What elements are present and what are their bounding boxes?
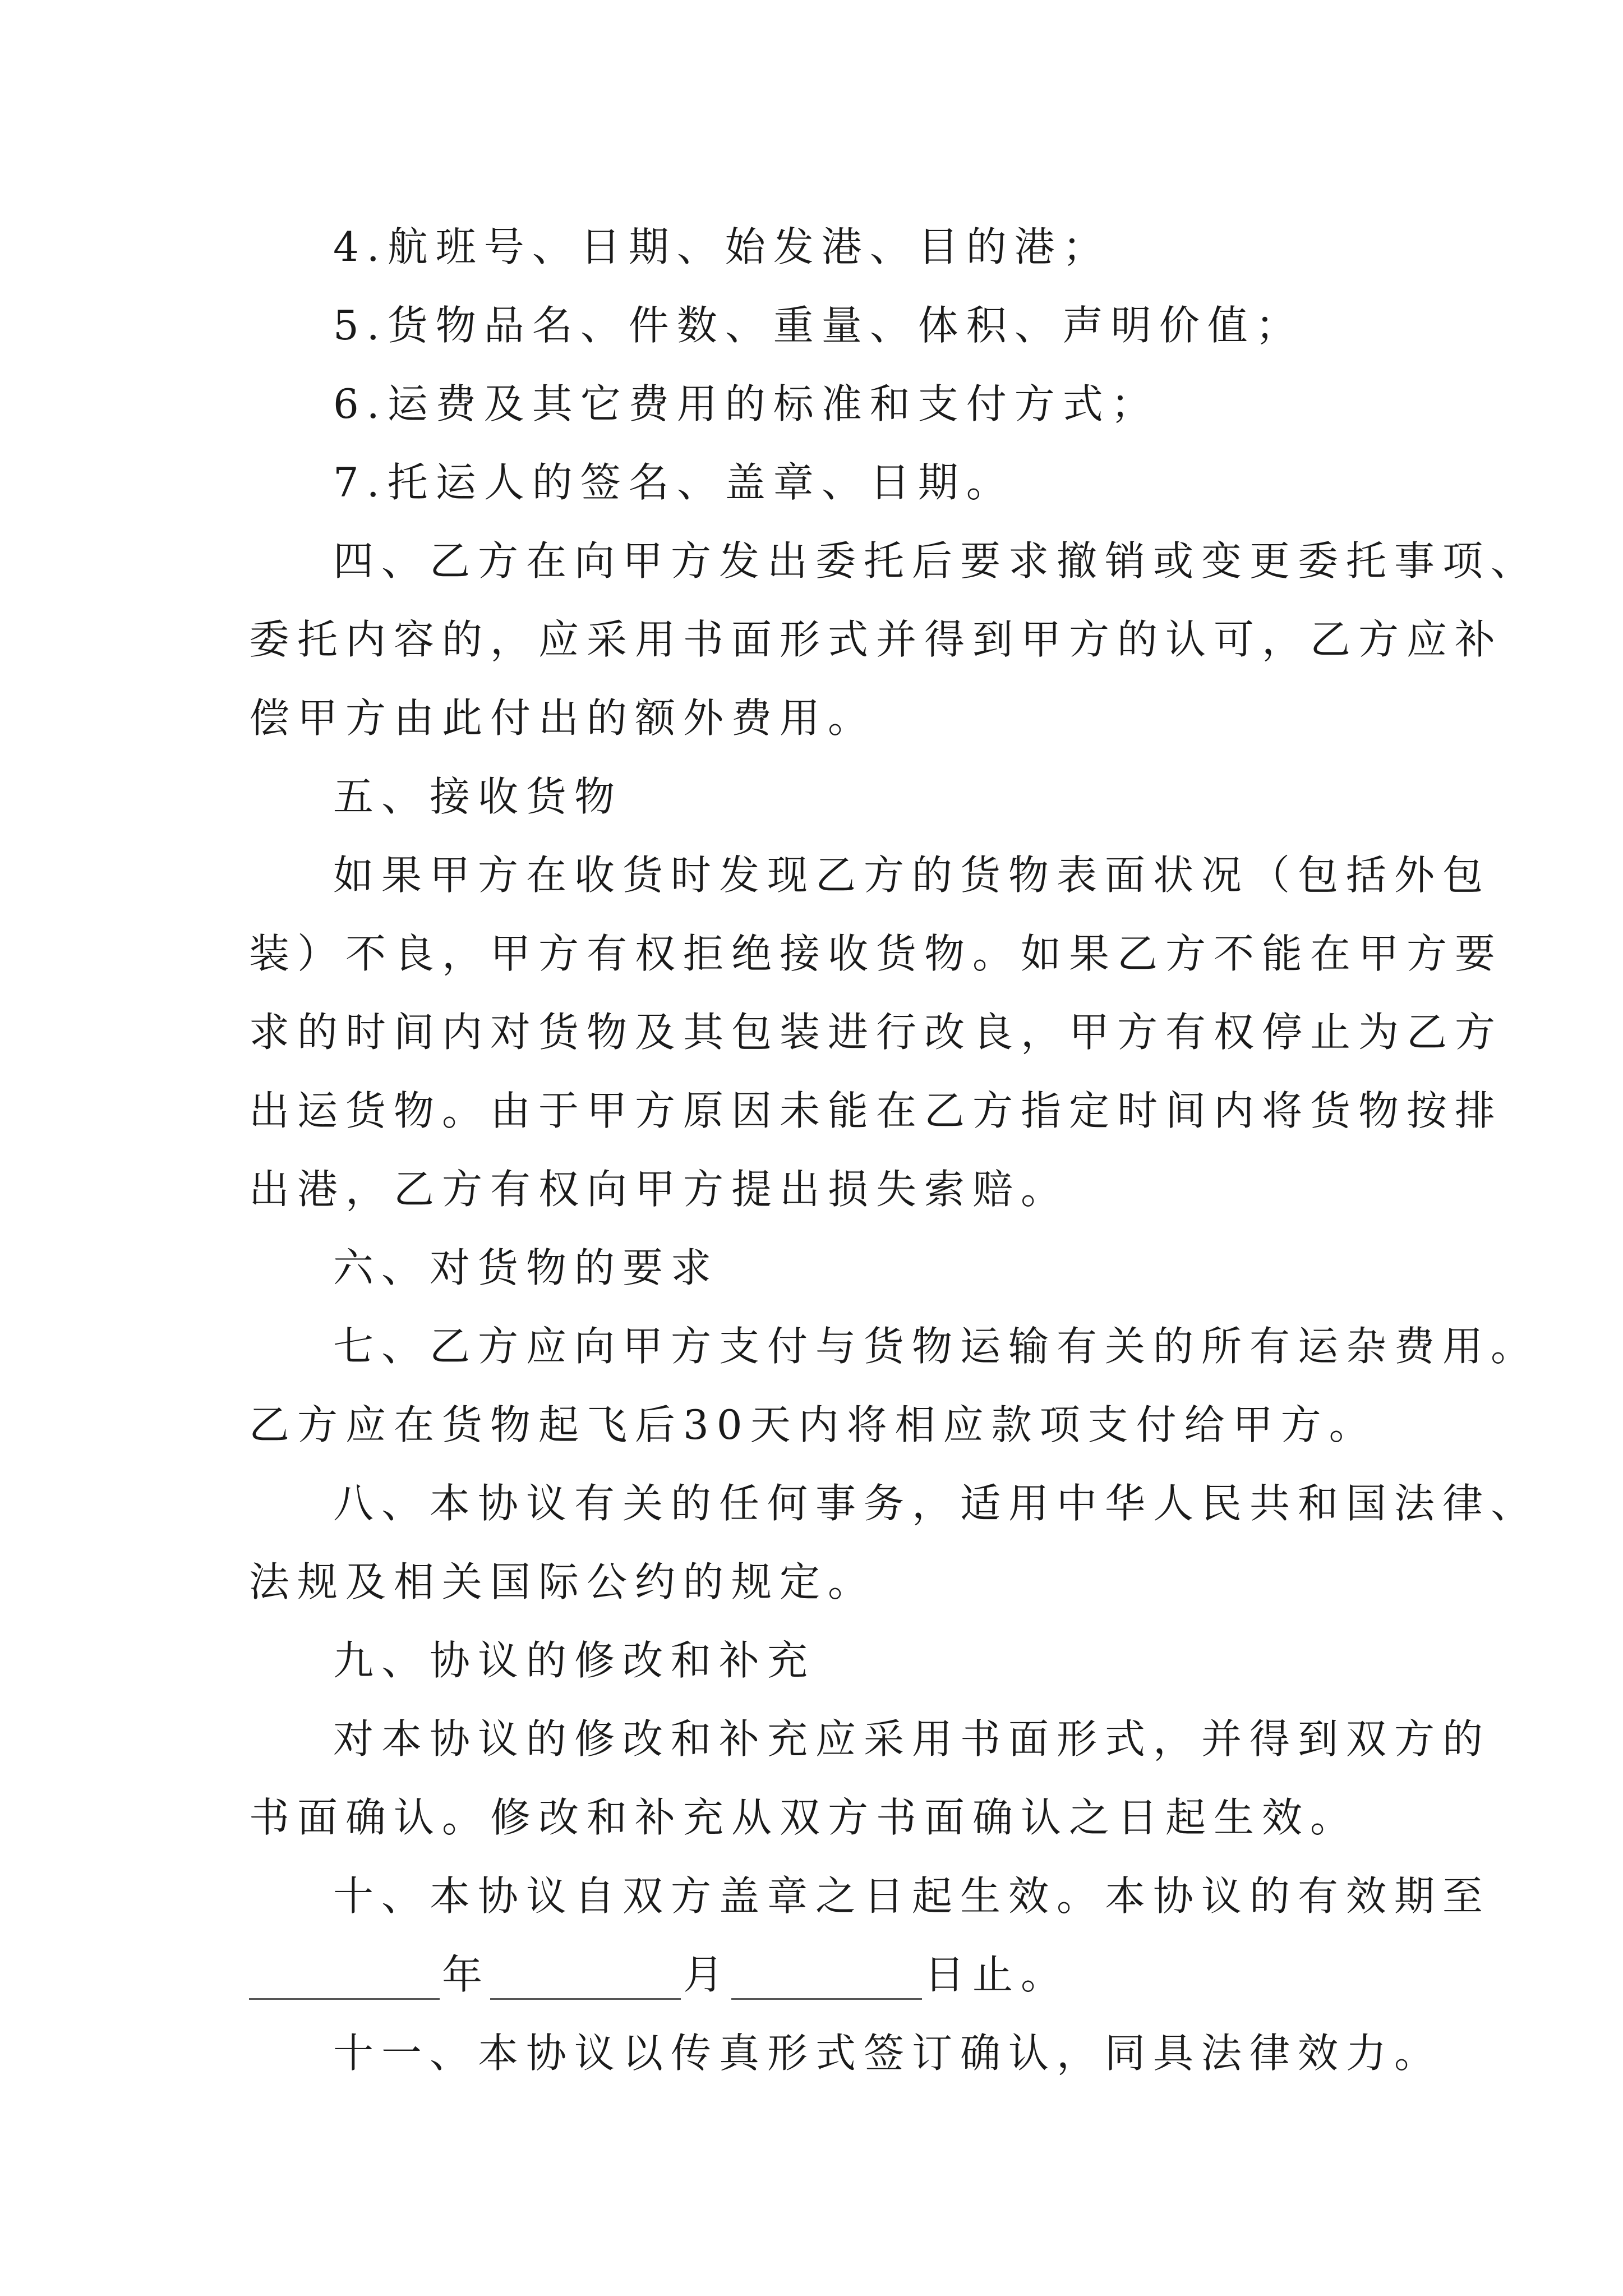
section-heading: 九、协议的修改和补充: [333, 1637, 816, 1684]
text-line: 如果甲方在收货时发现乙方的货物表面状况（包括外包: [333, 852, 1491, 899]
text-line: 6.运费及其它费用的标准和支付方式；: [333, 380, 1159, 427]
section-heading: 六、对货物的要求: [333, 1244, 720, 1291]
month-blank: [490, 1948, 681, 2000]
month-label: 月: [683, 1951, 732, 1998]
text-line: 出港，乙方有权向甲方提出损失索赔。: [249, 1166, 1069, 1213]
text-line: 委托内容的，应采用书面形式并得到甲方的认可，乙方应补: [249, 616, 1504, 663]
text-line: 装）不良，甲方有权拒绝接收货物。如果乙方不能在甲方要: [249, 930, 1504, 977]
text-line: 书面确认。修改和补充从双方书面确认之日起生效。: [249, 1794, 1359, 1841]
document-body: [249, 208, 1539, 2092]
text-line: 法规及相关国际公约的规定。: [249, 1558, 877, 1605]
day-label: 日止。: [924, 1951, 1069, 1998]
day-blank: [731, 1948, 922, 2000]
section-heading: 五、接收货物: [333, 773, 623, 820]
text-line: 乙方应在货物起飞后30天内将相应款项支付给甲方。: [249, 1401, 1377, 1448]
text-line: 十、本协议自双方盖章之日起生效。本协议的有效期至: [333, 1872, 1491, 1920]
year-blank: [249, 1948, 440, 2000]
year-label: 年: [442, 1951, 491, 1998]
validity-date-line: [249, 1935, 1376, 2014]
text-line: 四、乙方在向甲方发出委托后要求撤销或变更委托事项、: [333, 537, 1539, 585]
text-line: 十一、本协议以传真形式签订确认，同具法律效力。: [333, 2030, 1443, 2077]
text-line: 对本协议的修改和补充应采用书面形式，并得到双方的: [333, 1715, 1491, 1763]
text-line: 求的时间内对货物及其包装进行改良，甲方有权停止为乙方: [249, 1009, 1504, 1056]
text-line: 出运货物。由于甲方原因未能在乙方指定时间内将货物按排: [249, 1087, 1504, 1134]
text-line: 5.货物品名、件数、重量、体积、声明价值；: [333, 302, 1304, 349]
text-line: 七、乙方应向甲方支付与货物运输有关的所有运杂费用。: [333, 1323, 1539, 1370]
text-line: 4.航班号、日期、始发港、目的港；: [333, 223, 1111, 270]
text-line: 八、本协议有关的任何事务，适用中华人民共和国法律、: [333, 1480, 1539, 1527]
text-line: 7.托运人的签名、盖章、日期。: [333, 459, 1015, 506]
text-line: 偿甲方由此付出的额外费用。: [249, 694, 877, 742]
